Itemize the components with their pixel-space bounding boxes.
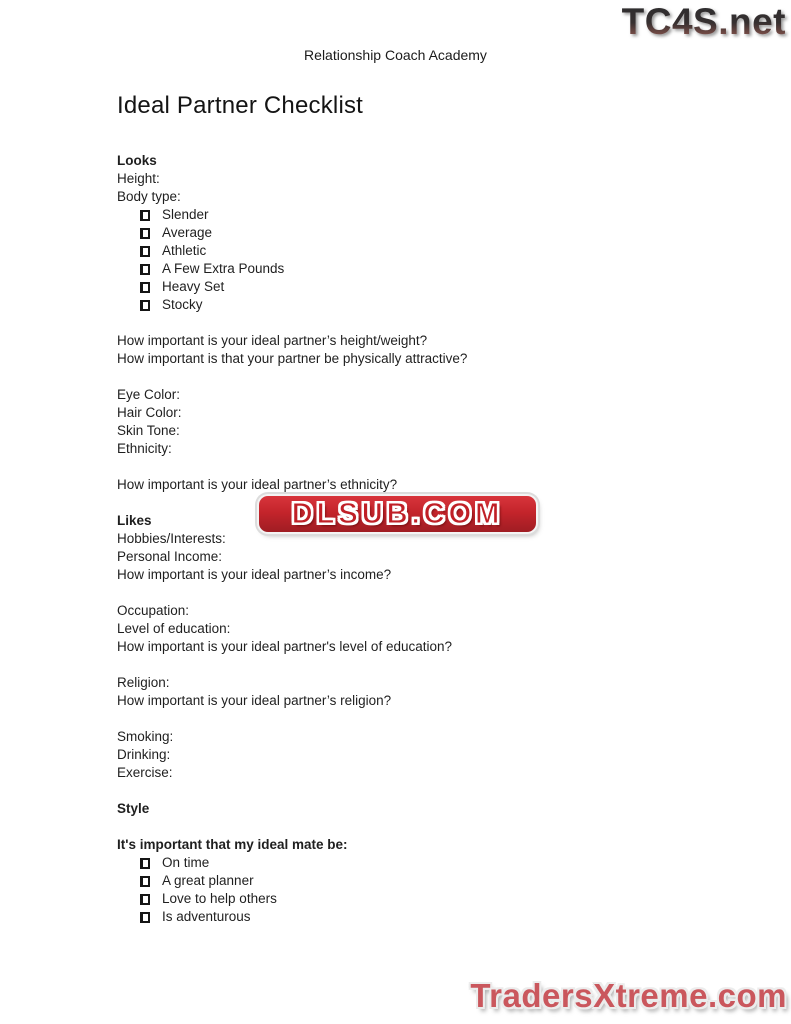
text-line: Occupation: bbox=[117, 603, 190, 618]
text-line: Ethnicity: bbox=[117, 441, 172, 456]
text-line: Exercise: bbox=[117, 765, 173, 780]
checkbox-icon bbox=[140, 876, 150, 887]
page-title: Ideal Partner Checklist bbox=[117, 92, 364, 119]
text-line: How important is your ideal partner’s ethnicity? bbox=[117, 477, 398, 492]
text-line: Drinking: bbox=[117, 747, 171, 762]
text-line: Smoking: bbox=[117, 729, 174, 744]
checkbox-line bbox=[117, 242, 717, 260]
section-heading: Style bbox=[117, 801, 150, 816]
blank-line bbox=[117, 782, 717, 800]
section-heading: It's important that my ideal mate be: bbox=[117, 837, 348, 852]
text-line: Religion: bbox=[117, 675, 170, 690]
document-lines bbox=[117, 152, 717, 926]
checkbox-line bbox=[117, 908, 717, 926]
checkbox-label: Average bbox=[162, 225, 213, 240]
blank-line bbox=[117, 458, 717, 476]
text-line: Hobbies/Interests: bbox=[117, 531, 226, 546]
checkbox-label: Athletic bbox=[162, 243, 207, 258]
text-line: Level of education: bbox=[117, 621, 231, 636]
checkbox-icon bbox=[140, 246, 150, 257]
checkbox-line bbox=[117, 278, 717, 296]
checkbox-line bbox=[117, 854, 717, 872]
dlsub-watermark: DLSUB.COM bbox=[259, 496, 536, 532]
section-heading: Likes bbox=[117, 513, 152, 528]
text-line: Eye Color: bbox=[117, 387, 181, 402]
checkbox-line bbox=[117, 206, 717, 224]
tc4s-watermark: TC4S.net bbox=[621, 1, 786, 42]
checkbox-icon bbox=[140, 264, 150, 275]
checkbox-icon bbox=[140, 300, 150, 311]
text-line: Body type: bbox=[117, 189, 181, 204]
checkbox-icon bbox=[140, 228, 150, 239]
checkbox-label: Stocky bbox=[162, 297, 203, 312]
checkbox-icon bbox=[140, 282, 150, 293]
checkbox-label: Love to help others bbox=[162, 891, 277, 906]
blank-line bbox=[117, 314, 717, 332]
text-line: Personal Income: bbox=[117, 549, 223, 564]
checkbox-label: Is adventurous bbox=[162, 909, 251, 924]
text-line: Height: bbox=[117, 171, 160, 186]
organization-header: Relationship Coach Academy bbox=[304, 47, 487, 63]
checkbox-line bbox=[117, 260, 717, 278]
checkbox-icon bbox=[140, 210, 150, 221]
checkbox-icon bbox=[140, 912, 150, 923]
text-line: How important is that your partner be physically attractive? bbox=[117, 351, 468, 366]
checkbox-label: On time bbox=[162, 855, 210, 870]
checkbox-label: A Few Extra Pounds bbox=[162, 261, 285, 276]
text-line: How important is your ideal partner’s religion? bbox=[117, 693, 392, 708]
tradersxtreme-watermark: TradersXtreme.com bbox=[470, 977, 787, 1014]
blank-line bbox=[117, 818, 717, 836]
text-line: How important is your ideal partner’s height/weight? bbox=[117, 333, 428, 348]
checkbox-line bbox=[117, 296, 717, 314]
blank-line bbox=[117, 656, 717, 674]
text-line: Hair Color: bbox=[117, 405, 182, 420]
checkbox-line bbox=[117, 890, 717, 908]
checkbox-line bbox=[117, 224, 717, 242]
checkbox-label: Slender bbox=[162, 207, 209, 222]
blank-line bbox=[117, 368, 717, 386]
checkbox-label: A great planner bbox=[162, 873, 254, 888]
text-line: Skin Tone: bbox=[117, 423, 180, 438]
checkbox-icon bbox=[140, 894, 150, 905]
checkbox-line bbox=[117, 872, 717, 890]
text-line: How important is your ideal partner's level of education? bbox=[117, 639, 453, 654]
checkbox-label: Heavy Set bbox=[162, 279, 225, 294]
blank-line bbox=[117, 584, 717, 602]
blank-line bbox=[117, 710, 717, 728]
checkbox-icon bbox=[140, 858, 150, 869]
text-line: How important is your ideal partner’s income? bbox=[117, 567, 392, 582]
section-heading: Looks bbox=[117, 153, 157, 168]
